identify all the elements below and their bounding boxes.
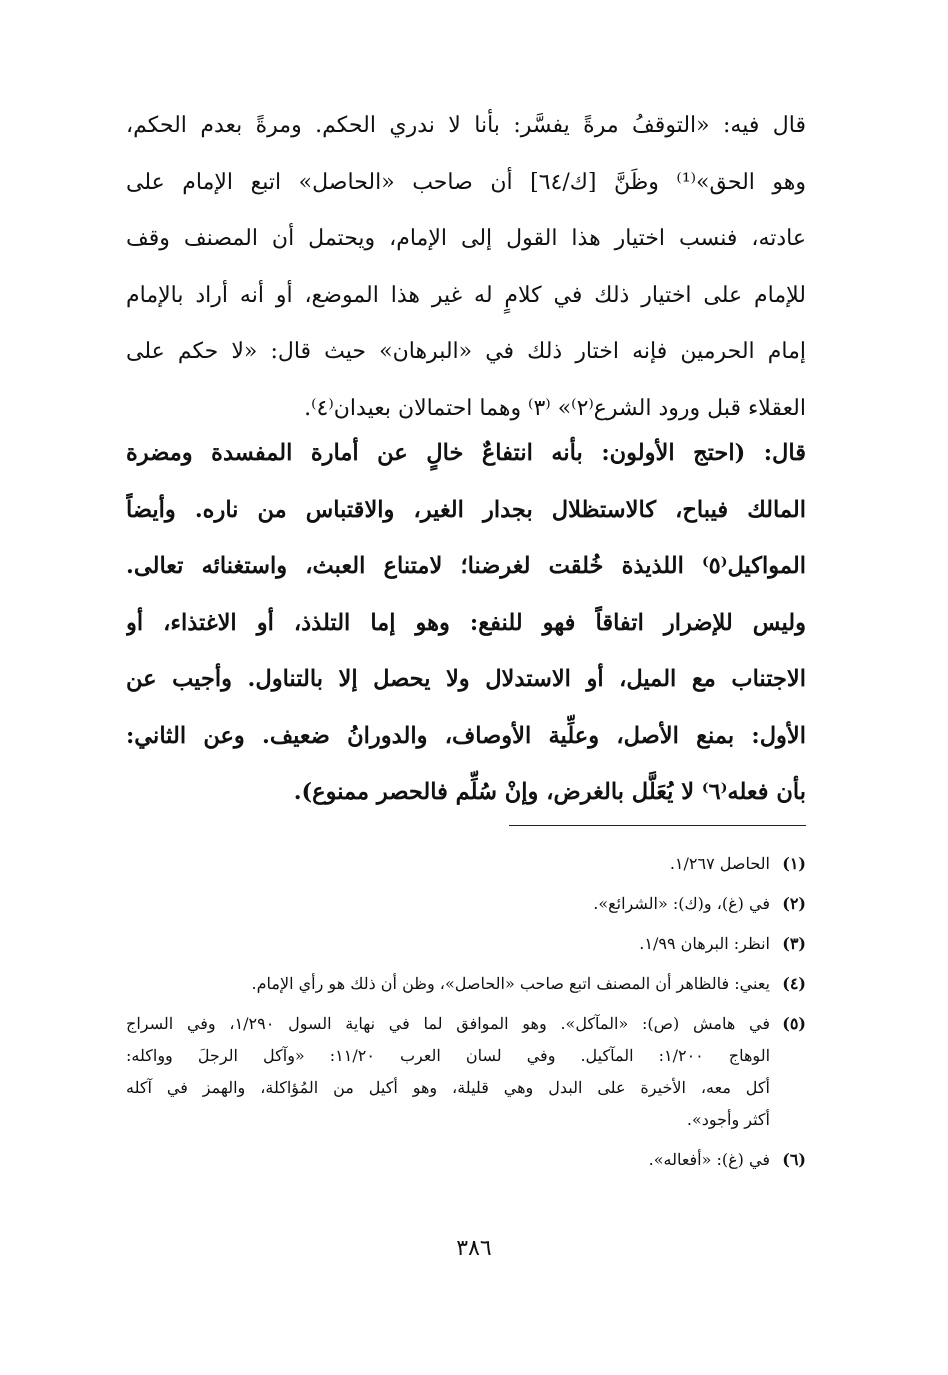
matn-line: المالك فيباح، كالاستظلال بجدار الغير، والاقتباس من ناره. وأيضاً (126, 496, 806, 523)
commentary-line: العقلاء قبل ورود الشرع⁽٢⁾» ⁽٣⁾ وهما احتمالان بعيدان⁽٤⁾. (304, 395, 806, 421)
footnote-text (126, 1144, 770, 1176)
matn-line: قال: (احتج الأولون: بأنه انتفاعٌ خالٍ عن أمارة المفسدة ومضرة (126, 440, 806, 466)
footnote-item (126, 1008, 806, 1136)
footnote-number: (١) (782, 854, 806, 873)
commentary-line: إمام الحرمين فإنه اختار ذلك في «البرهان» حيث قال: «لا حكم على (126, 339, 806, 364)
footnote-item (126, 848, 806, 880)
matn-line: الاجتناب مع الميل، أو الاستدلال ولا يحصل إلا بالتناول. وأجيب عن (126, 666, 806, 692)
footnote-text (126, 968, 770, 1000)
footnote-item (126, 928, 806, 960)
footnote-line: الحاصل ١/٢٦٧. (669, 854, 770, 873)
commentary-line: وهو الحق»⁽¹⁾ وظَنَّ [ك/٦٤] أن صاحب «الحاصل» اتبع الإمام على (126, 169, 806, 195)
commentary-line: عادته، فنسب اختيار هذا القول إلى الإمام، ويحتمل أن المصنف وقف (126, 226, 806, 251)
commentary-paragraph (126, 98, 806, 437)
footnote-item (126, 1144, 806, 1176)
footnote-line: أكل معه، الأخيرة على البدل وهي قليلة، وهو أكيل من المُؤاكلة، والهمز في آكله (126, 1078, 770, 1097)
footnote-text (126, 848, 770, 880)
footnote-number: (٤) (782, 974, 806, 993)
matn-paragraph (126, 425, 806, 821)
footnote-number: (٣) (782, 934, 806, 953)
footnote-line: انظر: البرهان ١/٩٩. (639, 934, 770, 953)
footnote-line: في (غ)، و(ك): «الشرائع». (593, 894, 770, 913)
footnote-number: (٢) (782, 894, 806, 913)
footnote-line: أكثر وأجود». (686, 1110, 770, 1129)
matn-line: الأول: بمنع الأصل، وعلِّية الأوصاف، والدورانُ ضعيف. وعن الثاني: (126, 722, 806, 749)
footnote-text (126, 928, 770, 960)
footnote-number: (٥) (782, 1014, 806, 1033)
matn-line: بأن فعله⁽٦⁾ لا يُعَلَّل بالغرض، وإنْ سُلِّم فالحصر ممنوع). (293, 779, 806, 805)
footnote-text (126, 1008, 770, 1136)
footnote-line: في (غ): «أفعاله». (648, 1150, 770, 1169)
commentary-line: للإمام على اختيار ذلك في كلامٍ له غير هذا الموضع، أو أنه أراد بالإمام (126, 282, 806, 308)
footnote-line: يعني: فالظاهر أن المصنف اتبع صاحب «الحاصل»، وظن أن ذلك هو رأي الإمام. (251, 974, 770, 993)
footnote-line: في هامش (ص): «المآكل». وهو الموافق لما في نهاية السول ١/٢٩٠، وفي السراج (126, 1014, 770, 1033)
footnote-item (126, 888, 806, 920)
footnote-number: (٦) (782, 1150, 806, 1169)
footnote-text (126, 888, 770, 920)
footnote-separator (509, 825, 806, 826)
matn-line: وليس للإضرار اتفاقاً فهو للنفع: وهو إما التلذذ، أو الاغتذاء، أو (126, 609, 806, 636)
commentary-line: قال فيه: «التوقفُ مرةً يفسَّر: بأنا لا ندري الحكم. ومرةً بعدم الحكم، (126, 113, 806, 138)
footnote-line: الوهاج ١/٢٠٠: المآكيل. وفي لسان العرب ١١/٢٠: «وآكل الرجلَ وواكله: (126, 1046, 770, 1065)
footnote-item (126, 968, 806, 1000)
matn-line: المواكيل⁽٥⁾ اللذيذة خُلقت لغرضنا؛ لامتناع العبث، واستغنائه تعالى. (126, 553, 806, 579)
footnotes-section (126, 848, 806, 1184)
page-number: ٣٨٦ (456, 1236, 492, 1261)
